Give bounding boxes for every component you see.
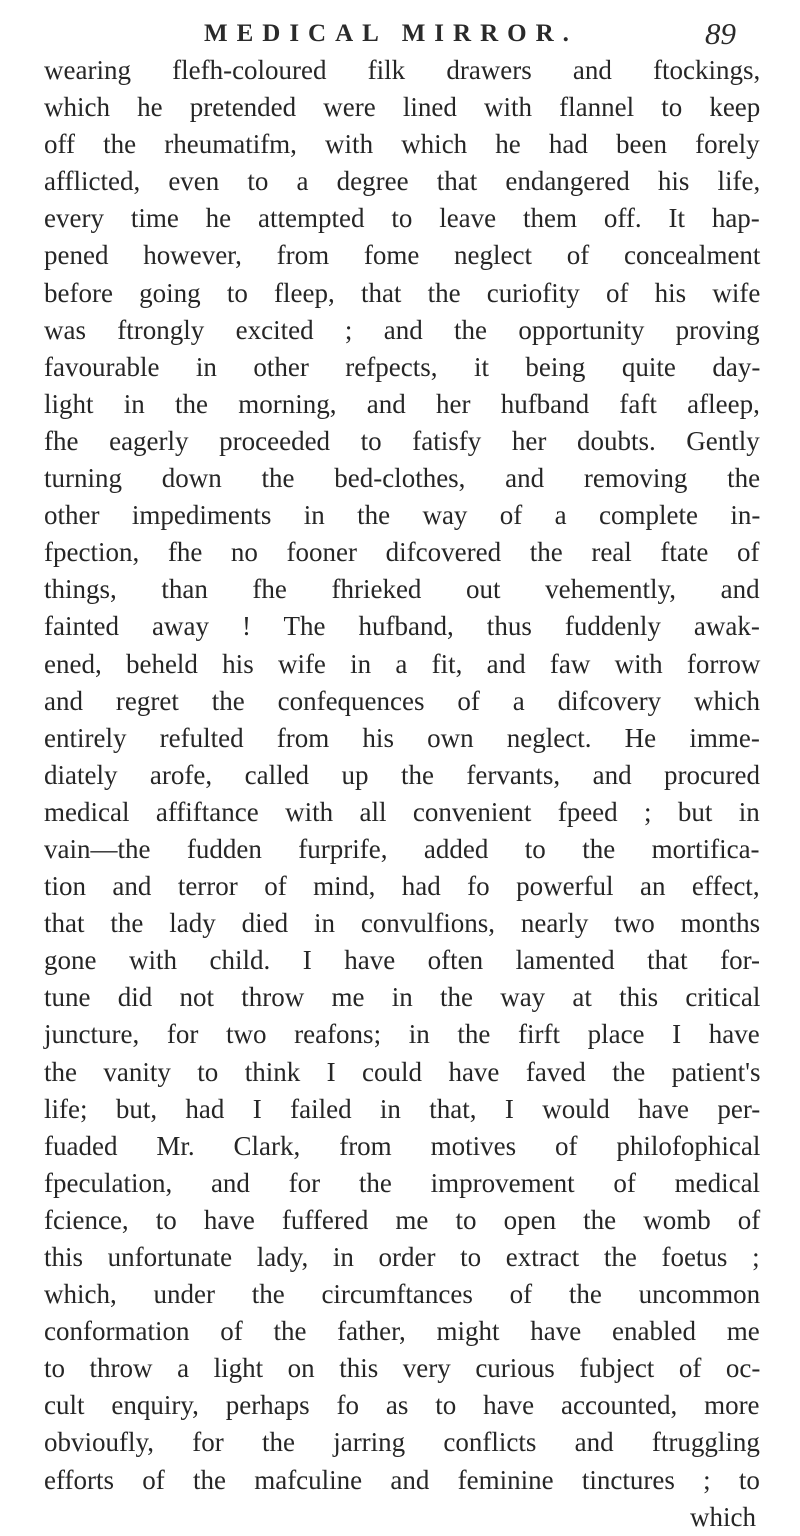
text-line: the vanity to think I could have faved the patient's	[44, 1056, 761, 1087]
text-line: juncture, for two reafons; in the firft place I have	[44, 1019, 760, 1050]
text-line: turning down the bed-clothes, and removing the	[44, 463, 761, 494]
text-line: every time he attempted to leave them off. It hap-	[44, 203, 760, 234]
text-line: life; but, had I failed in that, I would have per-	[44, 1093, 761, 1124]
page-number: 89	[705, 16, 736, 51]
text-line: tion and terror of mind, had fo powerful an effect,	[44, 871, 760, 902]
text-line: fpection, fhe no fooner difcovered the real ftate of	[44, 537, 760, 568]
body-text	[44, 52, 760, 1536]
text-line: off the rheumatifm, with which he had been forely	[44, 129, 760, 160]
text-line: which he pretended were lined with flannel to keep	[44, 92, 761, 123]
text-line: which, under the circumftances of the uncommon	[44, 1279, 761, 1310]
text-line: diately arofe, called up the fervants, and procured	[44, 759, 761, 790]
text-line: pened however, from fome neglect of concealment	[44, 240, 761, 271]
text-line: fpeculation, and for the improvement of medical	[44, 1167, 761, 1198]
text-line: conformation of the father, might have enabled me	[44, 1316, 760, 1347]
text-line: cult enquiry, perhaps fo as to have accounted, more	[44, 1390, 760, 1421]
text-line: and regret the confequences of a difcovery which	[44, 685, 760, 716]
text-line: efforts of the mafculine and feminine tinctures ; to	[44, 1464, 760, 1495]
running-head	[200, 14, 760, 54]
running-title: MEDICAL MIRROR.	[204, 20, 578, 47]
text-line: was ftrongly excited ; and the opportunity proving	[44, 314, 760, 345]
text-line: afflicted, even to a degree that endangered his life,	[44, 166, 761, 197]
text-line: medical affiftance with all convenient fpeed ; but in	[44, 796, 760, 827]
text-line: fuaded Mr. Clark, from motives of philofophical	[44, 1130, 761, 1161]
text-line: entirely refulted from his own neglect. He imme-	[44, 722, 760, 753]
text-line: gone with child. I have often lamented that for-	[44, 945, 761, 976]
text-line: fcience, to have fuffered me to open the womb of	[44, 1204, 761, 1235]
text-line: fainted away ! The hufband, thus fuddenly awak-	[44, 611, 760, 642]
text-line: tune did not throw me in the way at this critical	[44, 982, 761, 1013]
text-line: favourable in other refpects, it being quite day-	[44, 351, 761, 382]
text-line: things, than fhe fhrieked out vehemently, and	[44, 574, 760, 605]
text-line: obvioufly, for the jarring conflicts and ftruggling	[44, 1427, 760, 1458]
text-line: vain—the fudden furprife, added to the mortifica-	[44, 833, 760, 864]
text-line: wearing flefh-coloured filk drawers and ftockings,	[44, 55, 761, 85]
text-line: fhe eagerly proceeded to fatisfy her doubts. Gently	[44, 425, 760, 456]
text-line: that the lady died in convulfions, nearly two months	[44, 908, 761, 939]
text-line: ened, beheld his wife in a fit, and faw with forrow	[44, 648, 761, 679]
catchword: which	[690, 1501, 756, 1532]
text-line: this unfortunate lady, in order to extract the foetus ;	[44, 1242, 760, 1272]
text-line: light in the morning, and her hufband faft afleep,	[44, 388, 760, 419]
text-line: to throw a light on this very curious fubject of oc-	[44, 1353, 761, 1384]
text-line: before going to fleep, that the curiofity of his wife	[44, 277, 761, 308]
text-line: other impediments in the way of a complete in-	[44, 500, 761, 531]
